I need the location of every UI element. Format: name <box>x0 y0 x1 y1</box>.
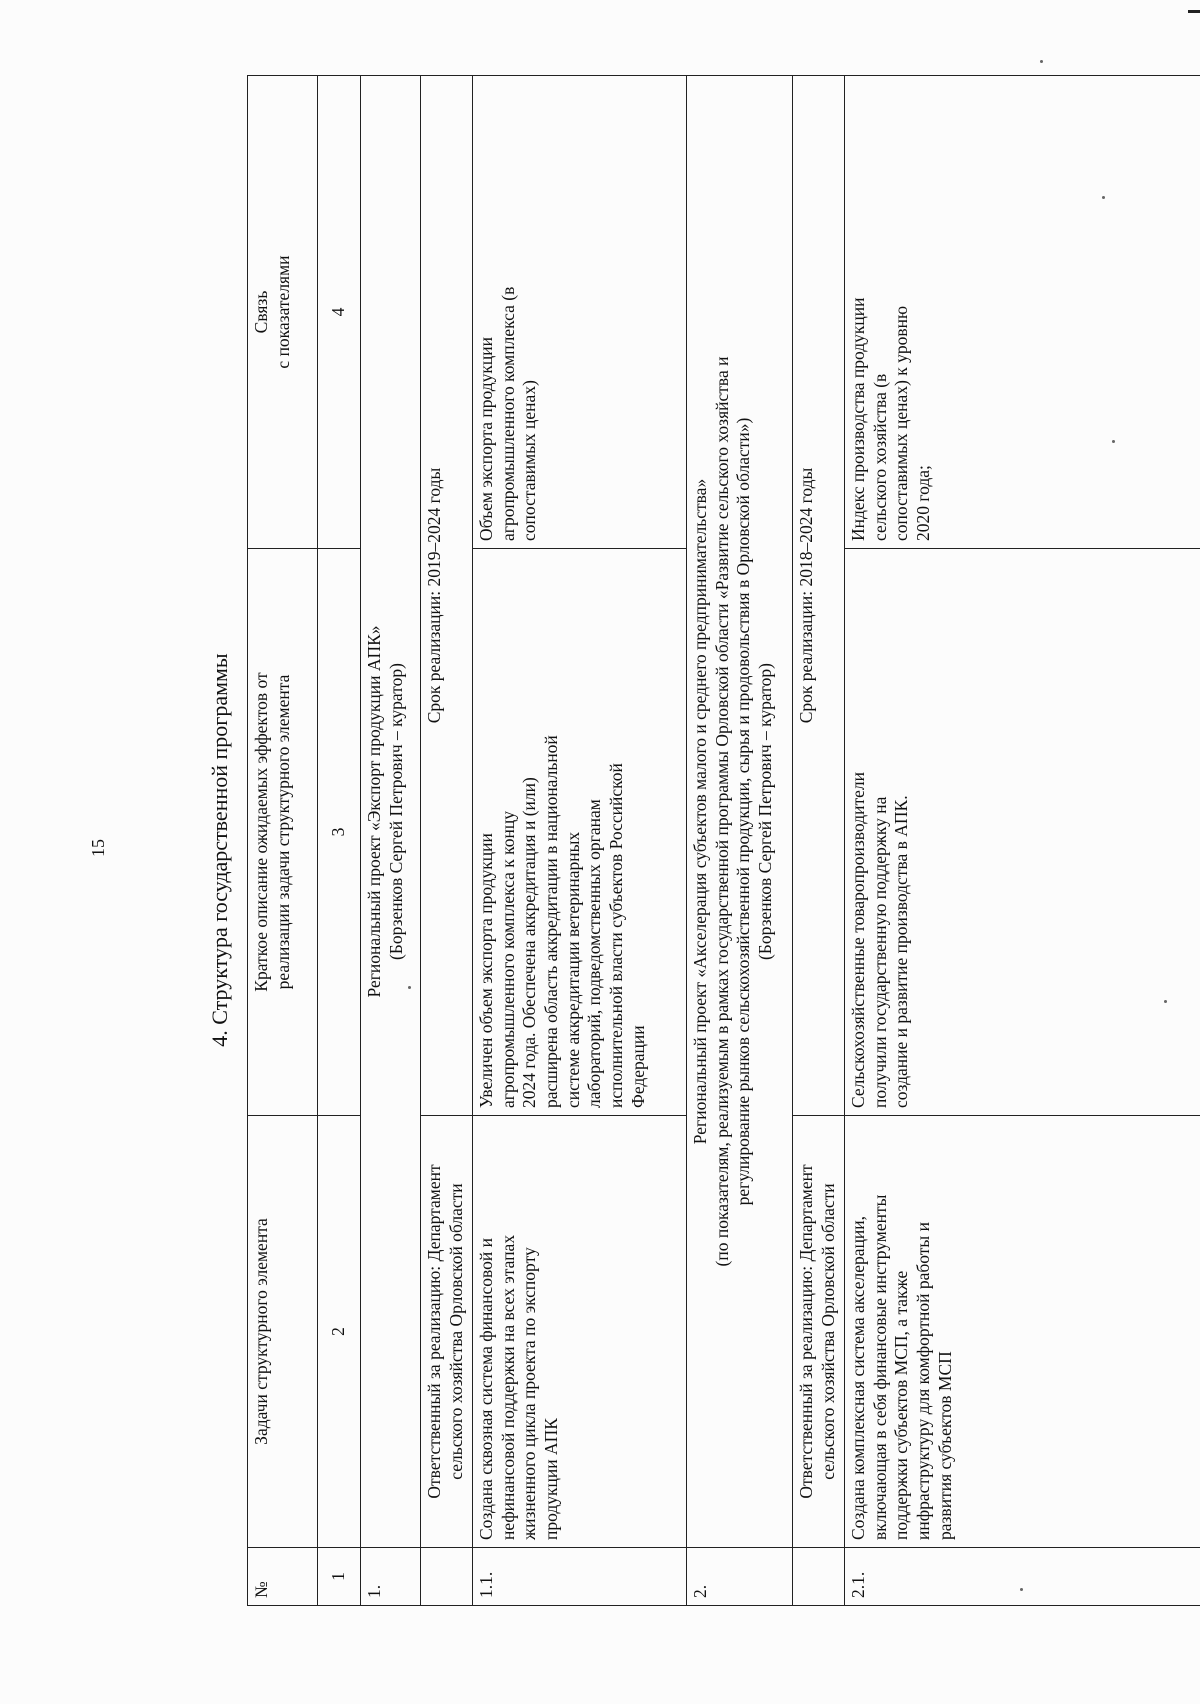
header-effects <box>248 549 318 1116</box>
project-2-responsible-line: сельского хозяйства Орловской области <box>817 1183 838 1480</box>
empty-cell <box>421 1548 473 1606</box>
task-row-2-1 <box>845 76 1200 1606</box>
project-2-number: 2. <box>687 1548 793 1606</box>
header-row <box>248 76 318 1606</box>
header-indicators <box>248 76 318 549</box>
task-line: поддержки субъектов МСП, а также <box>891 1270 912 1540</box>
project-1-responsible-line: Ответственный за реализацию: Департамент <box>424 1164 444 1499</box>
rotated-table-wrapper <box>247 76 1200 1606</box>
effect-line: исполнительной власти субъектов Российской <box>606 763 627 1108</box>
project-1-responsible <box>421 1116 473 1548</box>
page-number: 15 <box>88 839 108 857</box>
indicator-line: 2020 года; <box>913 465 934 541</box>
project-1-title-line: Региональный проект «Экспорт продукции АПК» <box>364 625 384 998</box>
project-2-title-line: (по показателям, реализуемым в рамках государственной программы Орловской области «Развитие сельского хозяйства и <box>711 356 732 1267</box>
scan-corner-mark <box>1188 10 1200 13</box>
scan-speck <box>1040 60 1043 63</box>
task-line: включающая в себя финансовые инструменты <box>869 1194 890 1540</box>
indicator-line: агропромышленного комплекса (в <box>497 286 518 541</box>
indicator-line: сельского хозяйства (в <box>869 373 890 541</box>
project-2-responsible <box>793 1116 845 1548</box>
indicator-description <box>473 76 687 549</box>
project-2-responsible-line: Ответственный за реализацию: Департамент <box>796 1164 816 1499</box>
header-indicators-line: Связь <box>251 290 271 334</box>
task-line: развития субъектов МСП <box>934 1351 955 1540</box>
task-description <box>845 1116 1200 1548</box>
effect-line: 2024 года. Обеспечена аккредитация и (или) <box>519 777 540 1108</box>
effect-line: лабораторий, подведомственных органам <box>584 799 605 1108</box>
project-2-title <box>687 76 793 1548</box>
project-1-meta-row <box>421 76 473 1606</box>
section-title: 4. Структура государственной программы <box>207 653 232 1047</box>
project-2-title-line: Региональный проект «Акселерация субъектов малого и среднего предпринимательства» <box>690 478 710 1145</box>
project-1-number: 1. <box>361 1548 421 1606</box>
program-structure-table <box>247 75 1200 1606</box>
project-2-meta-row <box>793 76 845 1606</box>
effect-line: расширена область аккредитации в национальной <box>541 735 562 1108</box>
effect-line: системе аккредитации ветеринарных <box>562 831 583 1108</box>
header-tasks: Задачи структурного элемента <box>248 1116 318 1548</box>
effect-line: создание и развитие производства в АПК. <box>891 795 912 1108</box>
project-2-period: Срок реализации: 2018–2024 годы <box>793 76 845 1116</box>
project-2-title-line: регулирование рынков сельскохозяйственной продукции, сырья и продовольствия в Орловской области») <box>733 417 754 1206</box>
header-indicators-line: с показателями <box>272 255 293 369</box>
effect-line: агропромышленного комплекса к концу <box>497 810 518 1108</box>
empty-cell <box>793 1548 845 1606</box>
task-number: 2.1. <box>845 1548 1200 1606</box>
indicator-line: Индекс производства продукции <box>848 297 868 541</box>
column-number-row <box>318 76 361 1606</box>
indicator-line: Объем экспорта продукции <box>476 337 496 541</box>
project-1-title-line: (Борзенков Сергей Петрович – куратор) <box>385 663 406 961</box>
project-1-title-row <box>361 76 421 1606</box>
header-number: № <box>248 1548 318 1606</box>
task-line: инфраструктуру для комфортной работы и <box>913 1222 934 1540</box>
column-number: 1 <box>318 1548 361 1606</box>
task-row-1-1 <box>473 76 687 1606</box>
project-1-responsible-line: сельского хозяйства Орловской области <box>445 1183 466 1480</box>
task-line: Создана сквозная система финансовой и <box>476 1238 496 1540</box>
column-number: 3 <box>318 549 361 1116</box>
effect-line: Увеличен объем экспорта продукции <box>476 833 496 1108</box>
task-line: нефинансовой поддержки на всех этапах <box>497 1234 518 1540</box>
task-line: продукции АПК <box>541 1418 562 1540</box>
task-line: Создана комплексная система акселерации, <box>848 1215 868 1540</box>
column-number: 2 <box>318 1116 361 1548</box>
effect-description <box>845 549 1200 1116</box>
indicator-line: сопоставимых ценах) к уровню <box>891 305 912 541</box>
task-number: 1.1. <box>473 1548 687 1606</box>
project-1-period: Срок реализации: 2019–2024 годы <box>421 76 473 1116</box>
project-2-title-line: (Борзенков Сергей Петрович – куратор) <box>755 663 776 961</box>
header-effects-line: Краткое описание ожидаемых эффектов от <box>251 672 271 992</box>
indicator-line: сопоставимых ценах) <box>519 380 540 541</box>
task-line: жизненного цикла проекта по экспорту <box>519 1247 540 1540</box>
effect-description <box>473 549 687 1116</box>
effect-line: Федерации <box>627 1025 648 1108</box>
column-number: 4 <box>318 76 361 549</box>
project-1-title <box>361 76 421 1548</box>
header-effects-line: реализации задачи структурного элемента <box>272 674 293 990</box>
project-2-title-row <box>687 76 793 1606</box>
task-description <box>473 1116 687 1548</box>
effect-line: получили государственную поддержку на <box>869 796 890 1108</box>
effect-line: Сельскохозяйственные товаропроизводители <box>848 772 868 1108</box>
indicator-description <box>845 76 1200 549</box>
